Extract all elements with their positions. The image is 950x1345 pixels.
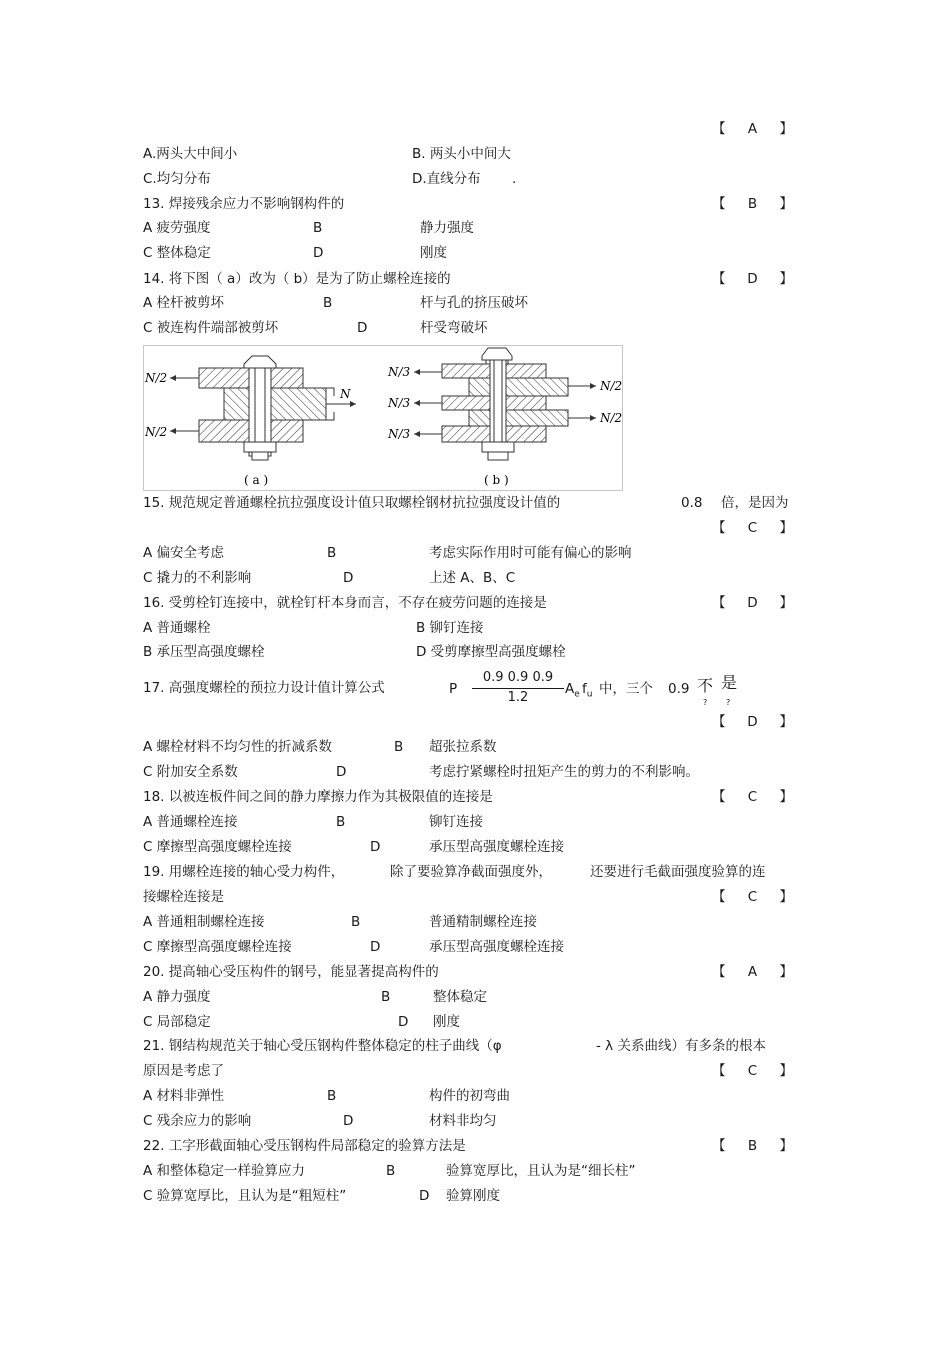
q21-stem-1: 21. 钢结构规范关于轴心受压钢构件整体稳定的柱子曲线（φ — [143, 1038, 502, 1054]
answer-bracket-q22: 【 B 】 — [712, 1138, 793, 1154]
answer-q22: B — [747, 1138, 758, 1154]
q18-option-a: A 普通螺栓连接 — [143, 814, 238, 830]
q15-stem: 15. 规范规定普通螺栓抗拉强度设计值只取螺栓钢材抗拉强度设计值的 — [143, 495, 561, 511]
q17-q1: ? — [703, 698, 708, 707]
q15-option-a: A 偏安全考虑 — [143, 545, 225, 561]
q21-option-a: A 材料非弹性 — [143, 1088, 225, 1104]
q15-tail: 倍，是因为 — [721, 495, 789, 511]
q20-stem: 20. 提高轴心受压构件的钢号，能显著提高构件的 — [143, 964, 439, 980]
answer-bracket-q21: 【 C 】 — [712, 1063, 793, 1079]
formula-ae: $A_e$ — [565, 681, 580, 700]
q16-option-d: D 受剪摩擦型高强度螺栓 — [416, 644, 566, 660]
formula-fraction — [472, 670, 564, 707]
answer-bracket-q19: 【 C 】 — [712, 889, 793, 905]
q18-option-c: C 摩擦型高强度螺栓连接 — [143, 839, 292, 855]
answer-bracket-q16: 【 D 】 — [712, 595, 793, 611]
q22-stem: 22. 工字形截面轴心受压钢构件局部稳定的验算方法是 — [143, 1138, 466, 1154]
q17-option-c: C 附加安全系数 — [143, 764, 238, 780]
answer-q21: C — [747, 1063, 758, 1079]
b-left-label-2: N/3 — [388, 396, 411, 410]
q14-option-d-letter: D — [357, 320, 368, 336]
answer-bracket-q18: 【 C 】 — [712, 789, 793, 805]
q14-option-d: 杆受弯破坏 — [420, 320, 488, 336]
q12-option-d: D.直线分布 — [412, 171, 481, 187]
q20-option-b: 整体稳定 — [433, 989, 487, 1005]
q18-option-b: 铆钉连接 — [429, 814, 483, 830]
answer-q14: D — [747, 271, 758, 287]
q14-option-a: A 栓杆被剪坏 — [143, 295, 225, 311]
q22-option-d: 验算刚度 — [446, 1188, 500, 1204]
q18-option-d-letter: D — [370, 839, 381, 855]
answer-bracket-q20: 【 A 】 — [712, 964, 793, 980]
q17-not: 不 — [697, 676, 714, 695]
q22-option-b-letter: B — [386, 1163, 396, 1179]
formula-fu: $f_u$ — [582, 681, 593, 700]
q15-option-c: C 撬力的不利影响 — [143, 570, 252, 586]
q13-option-d-letter: D — [313, 245, 324, 261]
q19-option-a: A 普通粗制螺栓连接 — [143, 914, 265, 930]
q21-stem-2: - λ 关系曲线）有多条的根本 — [596, 1038, 766, 1054]
b-right-label-1: N/2 — [600, 379, 622, 393]
q17-stem: 17. 高强度螺栓的预拉力设计值计算公式 — [143, 680, 385, 696]
q17-option-b-letter: B — [394, 739, 404, 755]
q12-option-c: C.均匀分布 — [143, 171, 211, 187]
q19-stem-4: 接螺栓连接是 — [143, 889, 224, 905]
figure-b — [387, 348, 622, 487]
q17-option-d: 考虑拧紧螺栓时扭矩产生的剪力的不利影响。 — [429, 764, 699, 780]
q19-option-b-letter: B — [351, 914, 361, 930]
answer-q20: A — [747, 964, 758, 980]
q13-option-a: A 疲劳强度 — [143, 220, 211, 236]
q19-option-d: 承压型高强度螺栓连接 — [429, 939, 564, 955]
formula-numerator: 0.9 0.9 0.9 — [482, 670, 554, 685]
q21-option-d: 材料非均匀 — [429, 1113, 497, 1129]
q19-stem-2: 除了要验算净截面强度外， — [390, 864, 552, 880]
q19-option-d-letter: D — [370, 939, 381, 955]
answer-q19: C — [747, 889, 758, 905]
q15-option-b-letter: B — [327, 545, 337, 561]
answer-bracket-q14: 【 D 】 — [712, 271, 793, 287]
answer-q15: C — [747, 520, 758, 536]
q13-option-d: 刚度 — [420, 245, 447, 261]
q19-stem-1: 19. 用螺栓连接的轴心受力构件， — [143, 864, 345, 880]
q17-option-a: A 螺栓材料不均匀性的折减系数 — [143, 739, 333, 755]
formula-p: P — [449, 681, 458, 697]
a-right-label: N — [340, 387, 351, 401]
q21-option-b: 构件的初弯曲 — [429, 1088, 510, 1104]
q13-option-c: C 整体稳定 — [143, 245, 211, 261]
q22-option-d-letter: D — [419, 1188, 430, 1204]
q12-option-b: B. 两头小中间大 — [412, 146, 511, 162]
q21-stem-3: 原因是考虑了 — [143, 1063, 224, 1079]
q21-option-c: C 残余应力的影响 — [143, 1113, 252, 1129]
q14-option-c: C 被连构件端部被剪坏 — [143, 320, 279, 336]
answer-bracket-q15: 【 C 】 — [712, 520, 793, 536]
answer-q18: C — [747, 789, 758, 805]
b-left-label-1: N/3 — [388, 365, 411, 379]
bolt-connection-diagram — [144, 346, 622, 490]
b-right-label-2: N/2 — [600, 411, 622, 425]
answer-q16: D — [747, 595, 758, 611]
answer-q17: D — [747, 714, 758, 730]
answer-bracket-q17: 【 D 】 — [712, 714, 793, 730]
q17-option-b: 超张拉系数 — [429, 739, 497, 755]
q17-option-d-letter: D — [336, 764, 347, 780]
q19-option-c: C 摩擦型高强度螺栓连接 — [143, 939, 292, 955]
q15-option-b: 考虑实际作用时可能有偏心的影响 — [429, 545, 632, 561]
q17-q2: ? — [726, 698, 731, 707]
formula-denominator: 1.2 — [507, 690, 529, 705]
b-caption: ( b ) — [484, 473, 509, 487]
figure-a — [144, 356, 356, 487]
bolt-connection-figure — [143, 345, 623, 491]
q18-option-b-letter: B — [336, 814, 346, 830]
q15-value: 0.8 — [681, 495, 703, 511]
q13-option-b-letter: B — [313, 220, 323, 236]
q16-option-b: B 铆钉连接 — [416, 620, 484, 636]
q12-option-a: A.两头大中间小 — [143, 146, 238, 162]
q13-stem: 13. 焊接残余应力不影响钢构件的 — [143, 196, 345, 212]
q20-option-c: C 局部稳定 — [143, 1014, 211, 1030]
q21-option-d-letter: D — [343, 1113, 354, 1129]
a-caption: ( a ) — [244, 473, 269, 487]
q20-option-b-letter: B — [381, 989, 391, 1005]
q16-option-c: B 承压型高强度螺栓 — [143, 644, 265, 660]
answer-q13: B — [747, 196, 758, 212]
a-left-bottom-label: N/2 — [145, 425, 168, 439]
q17-is: 是 — [721, 673, 738, 692]
q21-option-b-letter: B — [327, 1088, 337, 1104]
q22-option-c: C 验算宽厚比，且认为是“粗短柱” — [143, 1188, 347, 1204]
q15-option-d: 上述 A、B、C — [429, 570, 516, 586]
q17-mid: 中，三个 — [599, 681, 653, 697]
q18-option-d: 承压型高强度螺栓连接 — [429, 839, 564, 855]
a-left-top-label: N/2 — [145, 371, 168, 385]
q17-val: 0.9 — [668, 681, 690, 697]
q14-option-b: 杆与孔的挤压破坏 — [420, 295, 528, 311]
q13-option-b: 静力强度 — [420, 220, 474, 236]
q12-dot: . — [512, 171, 517, 187]
q16-option-a: A 普通螺栓 — [143, 620, 211, 636]
q20-option-d-letter: D — [398, 1014, 409, 1030]
q14-stem: 14. 将下图（ a）改为（ b）是为了防止螺栓连接的 — [143, 271, 451, 287]
answer-bracket-q12: 【 A 】 — [712, 121, 793, 137]
q20-option-d: 刚度 — [433, 1014, 460, 1030]
q19-stem-3: 还要进行毛截面强度验算的连 — [590, 864, 766, 880]
q22-option-a: A 和整体稳定一样验算应力 — [143, 1163, 306, 1179]
q16-stem: 16. 受剪栓钉连接中，就栓钉杆本身而言，不存在疲劳问题的连接是 — [143, 595, 547, 611]
answer-q12: A — [747, 121, 758, 137]
b-left-label-3: N/3 — [388, 427, 411, 441]
q20-option-a: A 静力强度 — [143, 989, 211, 1005]
q18-stem: 18. 以被连板件间之间的静力摩擦力作为其极限值的连接是 — [143, 789, 493, 805]
q15-option-d-letter: D — [343, 570, 354, 586]
q22-option-b: 验算宽厚比，且认为是“细长柱” — [446, 1163, 636, 1179]
q14-option-b-letter: B — [323, 295, 333, 311]
q19-option-b: 普通精制螺栓连接 — [429, 914, 537, 930]
answer-bracket-q13: 【 B 】 — [712, 196, 793, 212]
